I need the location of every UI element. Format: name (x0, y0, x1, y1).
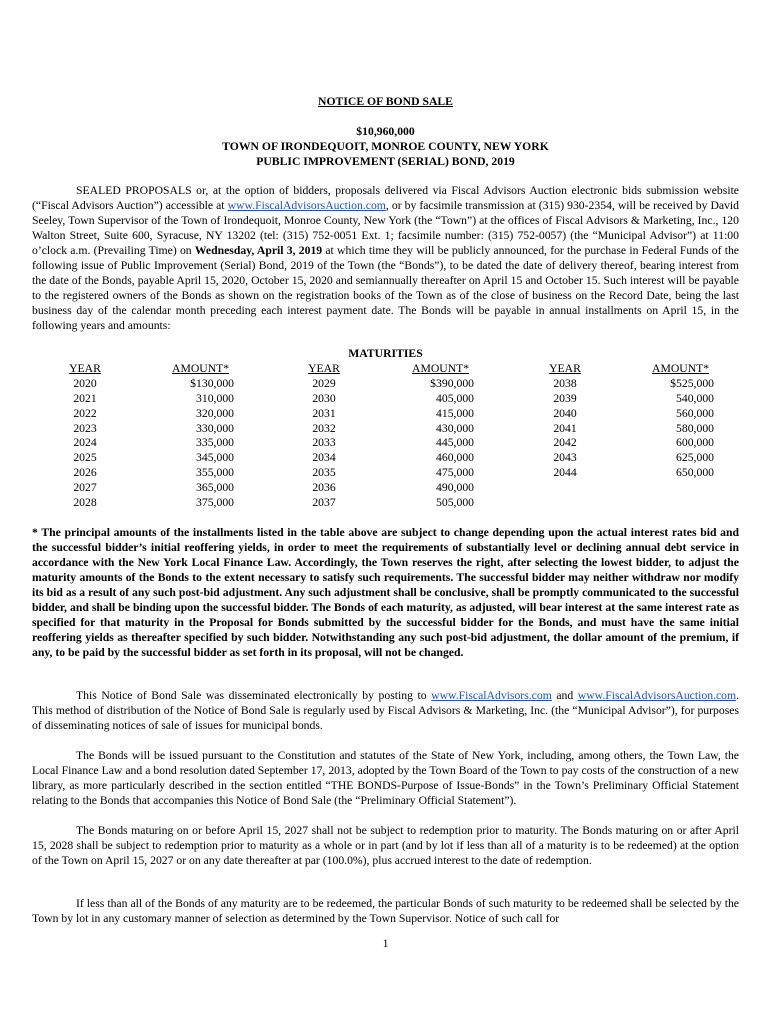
year-cell: 2035 (312, 466, 336, 480)
amount-cell: $525,000 (670, 376, 714, 390)
year-cell: 2043 (553, 451, 577, 465)
dissemination-paragraph: This Notice of Bond Sale was disseminated electronically by posting to www.FiscalAdvisors.com and www.FiscalAdvisorsAuction.com. This method of distribution of the Notice of Bond Sale is regularly used by Fiscal Advisors & Marketing, Inc. (the “Municipal Advisor”), for purposes of disseminating notices of sale of issues for municipal bonds. (32, 689, 740, 732)
amount-cell: 310,000 (196, 391, 234, 405)
year-cell: 2023 (73, 421, 97, 435)
year-cell: 2038 (553, 376, 577, 390)
year-cell: 2040 (553, 406, 577, 420)
amount-header: AMOUNT* (412, 362, 470, 375)
amount-cell: 365,000 (196, 481, 234, 495)
amount-cell: 475,000 (436, 466, 474, 480)
year-cell: 2025 (73, 451, 97, 465)
year-cell: 2037 (312, 496, 336, 510)
year-cell: 2042 (553, 436, 577, 450)
year-cell: 2028 (73, 496, 97, 510)
auction-link[interactable]: www.FiscalAdvisorsAuction.com (227, 199, 386, 212)
year-cell: 2021 (73, 391, 97, 405)
auction-link-2[interactable]: www.FiscalAdvisorsAuction.com (577, 689, 737, 702)
year-cell: 2020 (73, 376, 97, 390)
amount-cell: 445,000 (436, 436, 474, 450)
year-cell: 2032 (312, 421, 336, 435)
amount-cell: 600,000 (676, 436, 714, 450)
maturity-years-col-2 (299, 361, 349, 510)
authorization-paragraph: The Bonds will be issued pursuant to the Constitution and statutes of the State of New York, including, among others, the Town Law, the Local Finance Law and a bond resolution dated September 17, 2013, adopted by the Town Board of the Town to pay costs of the construction of a new library, as more particularly described in the section entitled “THE BONDS-Purpose of Issue-Bonds” in the Town’s Preliminary Official Statement relating to the Bonds that accompanies this Notice of Bond Sale (the “Preliminary Official Statement”). (32, 749, 739, 807)
sealed-proposals-paragraph: SEALED PROPOSALS or, at the option of bidders, proposals delivered via Fiscal Advisors Auction electronic bids submission website (“Fiscal Advisors Auction”) accessible at www.FiscalAdvisorsAuction.com, or by facsimile transmission at (315) 930-2354, will be received by David Seeley, Town Supervisor of the Town of Irondequoit, Monroe County, New York (the “Town”) at the offices of Fiscal Advisors & Marketing, Inc., 120 Walton Street, Suite 600, Syracuse, NY 13202 (tel: (315) 752-0051 Ext. 1; facsimile number: (315) 752-0057) (the “Municipal Advisor”) at 11:00 o’clock a.m. (Prevailing Time) on Wednesday, April 3, 2019 at which time they will be publicly announced, for the purchase in Federal Funds of the following issue of Public Improvement (Serial) Bond, 2019 of the Town (the “Bonds”), to be dated the date of delivery thereof, bearing interest from the date of the Bonds, payable April 15, 2020, October 15, 2020 and semiannually thereafter on April 15 and October 15. Such interest will be payable to the registered owners of the Bonds as shown on the registration books of the Town as of the close of business on the Record Date, being the last business day of the calendar month preceding each interest payment date. The Bonds will be payable in annual installments on April 15, in the following years and amounts: (32, 184, 740, 332)
year-cell: 2036 (312, 481, 336, 495)
year-cell: 2034 (312, 451, 336, 465)
amount-cell: 355,000 (196, 466, 234, 480)
year-header: YEAR (69, 362, 101, 375)
amount-cell: 345,000 (196, 451, 234, 465)
year-cell: 2026 (73, 466, 97, 480)
amount-cell: $390,000 (430, 376, 474, 390)
year-cell: 2029 (312, 376, 336, 390)
maturity-amounts-col-3 (652, 361, 714, 480)
year-cell: 2022 (73, 406, 97, 420)
bond-amount: $10,960,000 (356, 125, 415, 138)
adjustment-note: * The principal amounts of the installments listed in the table above are subject to change depending upon the actual interest rates bid and the successful bidder’s initial reoffering yields, in order to meet the requirements of substantially level or declining annual debt service in accordance with the New York Local Finance Law. Accordingly, the Town reserves the right, after selecting the lowest bidder, to adjust the maturity amounts of the Bonds to the extent necessary to satisfy such requirements. The successful bidder may neither withdraw nor modify its bid as a result of any such post-bid adjustment. Any such adjustment shall be conclusive, shall be promptly communicated to the successful bidder, and shall be binding upon the successful bidder. The Bonds of each maturity, as adjusted, will bear interest at the same interest rate as specified for that maturity in the Proposal for Bonds submitted by the successful bidder for the Bonds, and must have the same initial reoffering yields as thereafter specified by such bidder. Notwithstanding any such post-bid adjustment, the dollar amount of the premium, if any, to be paid by the successful bidder as set forth in its proposal, will not be changed. (32, 526, 739, 659)
amount-cell: 405,000 (436, 391, 474, 405)
amount-cell: 320,000 (196, 406, 234, 420)
year-cell: 2031 (312, 406, 336, 420)
amount-cell: 625,000 (676, 451, 714, 465)
document-title: NOTICE OF BOND SALE (318, 95, 453, 108)
maturity-years-col-1 (60, 361, 110, 510)
year-cell: 2030 (312, 391, 336, 405)
issuer-name: TOWN OF IRONDEQUOIT, MONROE COUNTY, NEW YORK (222, 140, 549, 153)
year-cell: 2027 (73, 481, 97, 495)
year-cell: 2039 (553, 391, 577, 405)
issue-name: PUBLIC IMPROVEMENT (SERIAL) BOND, 2019 (256, 155, 515, 168)
amount-cell: 505,000 (436, 496, 474, 510)
amount-cell: 375,000 (196, 496, 234, 510)
year-cell: 2041 (553, 421, 577, 435)
year-header: YEAR (549, 362, 581, 375)
sale-date: Wednesday, April 3, 2019 (194, 244, 323, 257)
maturities-title: MATURITIES (348, 347, 423, 360)
amount-cell: 335,000 (196, 436, 234, 450)
amount-header: AMOUNT* (172, 362, 230, 375)
amount-header: AMOUNT* (652, 362, 710, 375)
amount-cell: $130,000 (190, 376, 234, 390)
amount-cell: 430,000 (436, 421, 474, 435)
amount-cell: 330,000 (196, 421, 234, 435)
year-cell: 2033 (312, 436, 336, 450)
page-number: 1 (382, 937, 389, 950)
amount-cell: 415,000 (436, 406, 474, 420)
amount-cell: 650,000 (676, 466, 714, 480)
amount-cell: 460,000 (436, 451, 474, 465)
maturity-amounts-col-1 (172, 361, 234, 510)
redemption-paragraph: The Bonds maturing on or before April 15, 2027 shall not be subject to redemption prior to maturity. The Bonds maturing on or after April 15, 2028 shall be subject to redemption prior to maturity as a whole or in part (and by lot if less than all of a maturity is to be redeemed) at the option of the Town on April 15, 2027 or on any date thereafter at par (100.0%), plus accrued interest to the date of redemption. (32, 824, 739, 867)
fiscal-advisors-link[interactable]: www.FiscalAdvisors.com (431, 689, 552, 702)
amount-cell: 490,000 (436, 481, 474, 495)
maturity-amounts-col-2 (412, 361, 474, 510)
maturity-years-col-3 (540, 361, 590, 480)
amount-cell: 580,000 (676, 421, 714, 435)
year-header: YEAR (308, 362, 340, 375)
amount-cell: 560,000 (676, 406, 714, 420)
amount-cell: 540,000 (676, 391, 714, 405)
year-cell: 2044 (553, 466, 577, 480)
year-cell: 2024 (73, 436, 97, 450)
partial-redemption-paragraph: If less than all of the Bonds of any maturity are to be redeemed, the particular Bonds of such maturity to be redeemed shall be selected by the Town by lot in any customary manner of selection as determined by the Town Supervisor. Notice of such call for (32, 897, 739, 925)
